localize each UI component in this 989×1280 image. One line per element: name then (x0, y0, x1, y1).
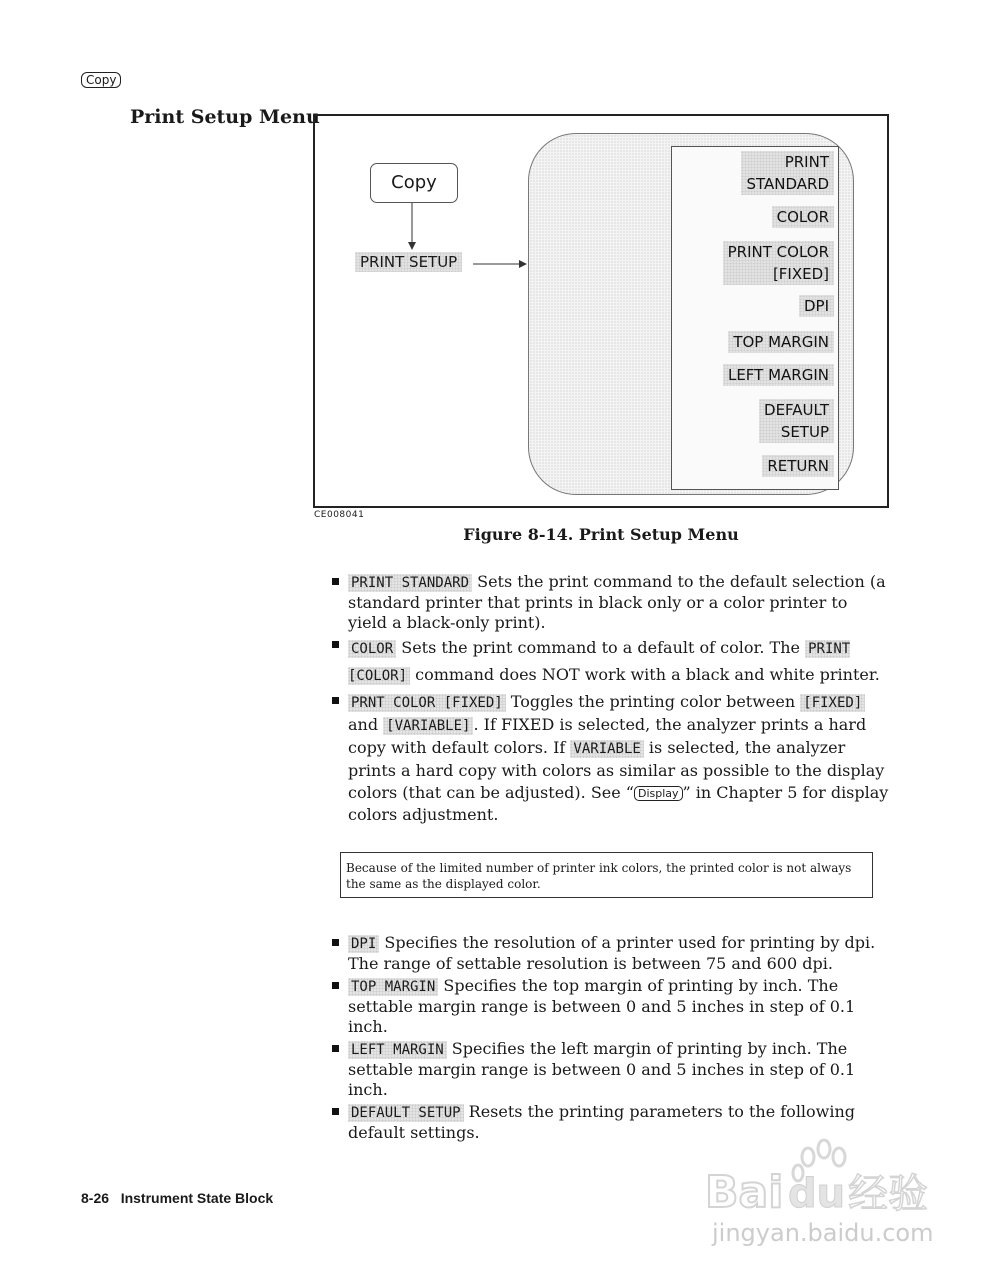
list-item-color: COLOR Sets the print command to a default of color. The PRINT [COLOR] command does NOT work with a black and white printer. (330, 635, 890, 689)
baidu-watermark-logo (700, 1135, 960, 1260)
softkey-panel (671, 146, 839, 490)
list-item-dpi: DPI Specifies the resolution of a printer used for printing by dpi. The range of settable resolution is between 75 and 600 dpi. (330, 933, 890, 974)
figure-caption: Figure 8-14. Print Setup Menu (463, 525, 739, 544)
list-item-print-standard: PRINT STANDARD Sets the print command to the default selection (a standard printer that prints in black only or a color printer to yield a black-only print). (330, 572, 890, 633)
softkey-ref: PRINT [COLOR] (348, 641, 851, 684)
softkey-return: RETURN (762, 455, 834, 477)
softkey-ref: [VARIABLE] (383, 717, 473, 735)
softkey-ref: [FIXED] (800, 694, 865, 712)
page-footer (81, 1190, 273, 1206)
softkey-ref: DPI (348, 935, 379, 953)
softkey-left-margin: LEFT MARGIN (723, 364, 834, 386)
bullet-list-1 (330, 572, 890, 828)
page-number: 8-26 (81, 1190, 110, 1206)
bullet-list-2 (330, 933, 890, 1145)
list-item-left-margin: LEFT MARGIN Specifies the left margin of printing by inch. The settable margin range is between 0 and 5 inches in step of 0.1 inch. (330, 1039, 890, 1100)
softkey-color: COLOR (772, 206, 834, 228)
softkey-ref: VARIABLE (570, 740, 643, 758)
list-item-default-setup: DEFAULT SETUP Resets the printing parameters to the following default settings. (330, 1102, 890, 1143)
softkey-ref: TOP MARGIN (348, 978, 438, 996)
softkey-ref: PRNT COLOR [FIXED] (348, 694, 506, 712)
list-item-top-margin: TOP MARGIN Specifies the top margin of printing by inch. The settable margin range is between 0 and 5 inches in step of 0.1 inch. (330, 976, 890, 1037)
chapter-name: Instrument State Block (120, 1190, 274, 1206)
softkey-ref: COLOR (348, 640, 396, 658)
svg-text:jingyan.baidu.com: jingyan.baidu.com (712, 1219, 934, 1247)
softkey-ref: DEFAULT SETUP (348, 1104, 464, 1122)
softkey-print-color-fixed: PRINT COLOR [FIXED] (723, 241, 834, 285)
display-hardkey-ref: Display (634, 786, 683, 801)
svg-text:经验: 经验 (848, 1171, 928, 1217)
softkey-ref: LEFT MARGIN (348, 1041, 447, 1059)
softkey-top-margin: TOP MARGIN (728, 331, 834, 353)
section-title: Print Setup Menu (130, 106, 320, 128)
svg-text:Bai: Bai (705, 1167, 784, 1218)
svg-text:du: du (788, 1171, 846, 1217)
note-box: Because of the limited number of printer ink colors, the printed color is not always the same as the displayed color. (340, 852, 873, 898)
copy-hardkey-label: Copy (81, 72, 121, 88)
softkey-print-standard: PRINT STANDARD (741, 151, 834, 195)
softkey-default-setup: DEFAULT SETUP (759, 399, 834, 443)
print-setup-figure (313, 114, 889, 508)
figure-id: CE008041 (314, 510, 365, 520)
print-setup-key: PRINT SETUP (355, 252, 462, 272)
softkey-dpi: DPI (799, 295, 834, 317)
list-item-prnt-color: PRNT COLOR [FIXED] Toggles the printing color between [FIXED] and [VARIABLE] . If FIXED is selected, the analyzer prints a hard copy with default colors. If VARIABLE is selected, the analyzer prints a hard copy with colors as similar as possible to the display colors (that can be adjusted). See “ Display ” in Chapter 5 for display colors adjustment. (330, 691, 890, 826)
copy-key-diagram: Copy (370, 163, 458, 203)
softkey-ref: PRINT STANDARD (348, 574, 472, 592)
